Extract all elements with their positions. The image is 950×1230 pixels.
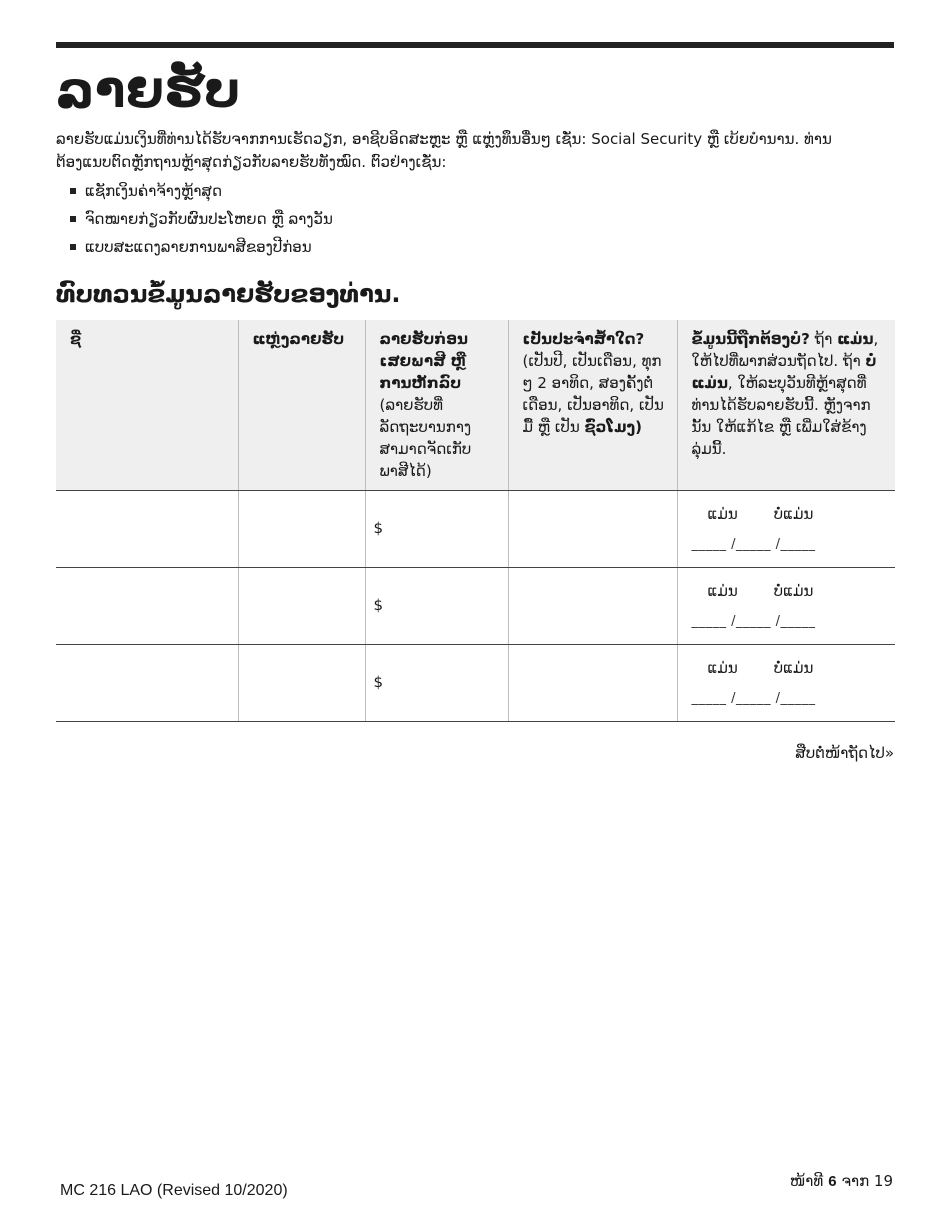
page-number: 6 [828,1173,837,1190]
correct-cell [677,568,895,645]
name-cell[interactable] [56,645,238,722]
bullet-icon [70,244,76,250]
frequency-cell[interactable] [508,645,677,722]
header-name: ຊື່ [56,320,238,491]
name-cell[interactable] [56,491,238,568]
amount-cell[interactable]: $ [365,491,508,568]
source-cell[interactable] [238,645,365,722]
yes-option[interactable]: ແມ່ນ [707,505,738,523]
date-field[interactable]: _____ /_____ /_____ [691,537,816,552]
bullet-icon [70,188,76,194]
header-source: ແຫຼ່ງລາຍຮັບ [238,320,365,491]
name-cell[interactable] [56,568,238,645]
no-option[interactable]: ບໍ່ແມ່ນ [773,505,814,523]
yes-option[interactable]: ແມ່ນ [707,582,738,600]
source-cell[interactable] [238,568,365,645]
source-cell[interactable] [238,491,365,568]
amount-cell[interactable]: $ [365,645,508,722]
amount-cell[interactable]: $ [365,568,508,645]
table-row [56,568,895,645]
header-is-correct: ຂໍ້ມູນນີ້ຖືກຕ້ອງບໍ? ຖ້າ ແມ່ນ, ໃຫ້ໄປທີ່ພາກສ່ວນຖັດໄປ. ຖ້າ ບໍ່ແມ່ນ, ໃຫ້ລະບຸວັນທີຫຼ້າສຸດທີ່ທ່ານໄດ້ຮັບລາຍຮັບນີ້. ຫຼັງຈາກນັ້ນ ໃຫ້ແກ້ໄຂ ຫຼື ເພີ່ມໃສ່ຂ້າງລຸ່ມນີ້. [677,320,895,491]
table-row [56,645,895,722]
table-header-row [56,320,895,491]
date-field[interactable]: _____ /_____ /_____ [691,691,816,706]
page-indicator: ໜ້າທີ 6 ຈາກ 19 [789,1172,893,1190]
no-option[interactable]: ບໍ່ແມ່ນ [773,659,814,677]
continue-next-page: ສືບຕໍ່ໜ້າຖັດໄປ» [795,744,894,762]
list-item: ແບບສະແດງລາຍການພາສີຂອງປີກ່ອນ [70,236,333,264]
income-table [56,320,895,722]
bullet-icon [70,216,76,222]
yes-option[interactable]: ແມ່ນ [707,659,738,677]
frequency-cell[interactable] [508,491,677,568]
no-option[interactable]: ບໍ່ແມ່ນ [773,582,814,600]
section-heading: ທົບທວນຂໍ້ມູນລາຍຮັບຂອງທ່ານ. [56,280,401,308]
table-row [56,491,895,568]
form-id: MC 216 LAO (Revised 10/2020) [60,1182,288,1199]
correct-cell [677,645,895,722]
date-field[interactable]: _____ /_____ /_____ [691,614,816,629]
page-title: ລາຍຮັບ [56,61,241,119]
intro-paragraph: ລາຍຮັບແມ່ນເງິນທີ່ທ່ານໄດ້ຮັບຈາກການເຮັດວຽກ, ອາຊີບອິດສະຫຼະ ຫຼື ແຫຼ່ງທຶນອື່ນໆ ເຊັ່ນ: Social Security ຫຼື ເບ້ຍບໍານານ. ທ່ານຕ້ອງແນບຕົດຫຼັກຖານຫຼ້າສຸດກ່ຽວກັບລາຍຮັບທັງໝົດ. ຕົວຢ່າງເຊັ່ນ: [56,130,832,171]
list-item: ຈົດໝາຍກ່ຽວກັບຜົນປະໂຫຍດ ຫຼື ລາງວັນ [70,208,333,236]
list-item: ແຊັກເງິນຄ່າຈ້າງຫຼ້າສຸດ [70,180,333,208]
frequency-cell[interactable] [508,568,677,645]
correct-cell [677,491,895,568]
proof-examples-list [70,180,333,264]
header-gross-income: ລາຍຮັບກ່ອນເສຍພາສີ ຫຼື ການຫັກລົບ (ລາຍຮັບທີ່ລັດຖະບານກາງສາມາດຈັດເກັບພາສີໄດ້) [365,320,508,491]
header-frequency: ເປັນປະຈໍາສໍ້າໃດ? (ເປັນປີ, ເປັນເດືອນ, ທຸກໆ 2 ອາທິດ, ສອງຄັ້ງຕໍ່ເດືອນ, ເປັນອາທິດ, ເປັນມື້ ຫຼື ເປັນ ຊົ່ວໂມງ) [508,320,677,491]
top-rule [56,42,894,48]
